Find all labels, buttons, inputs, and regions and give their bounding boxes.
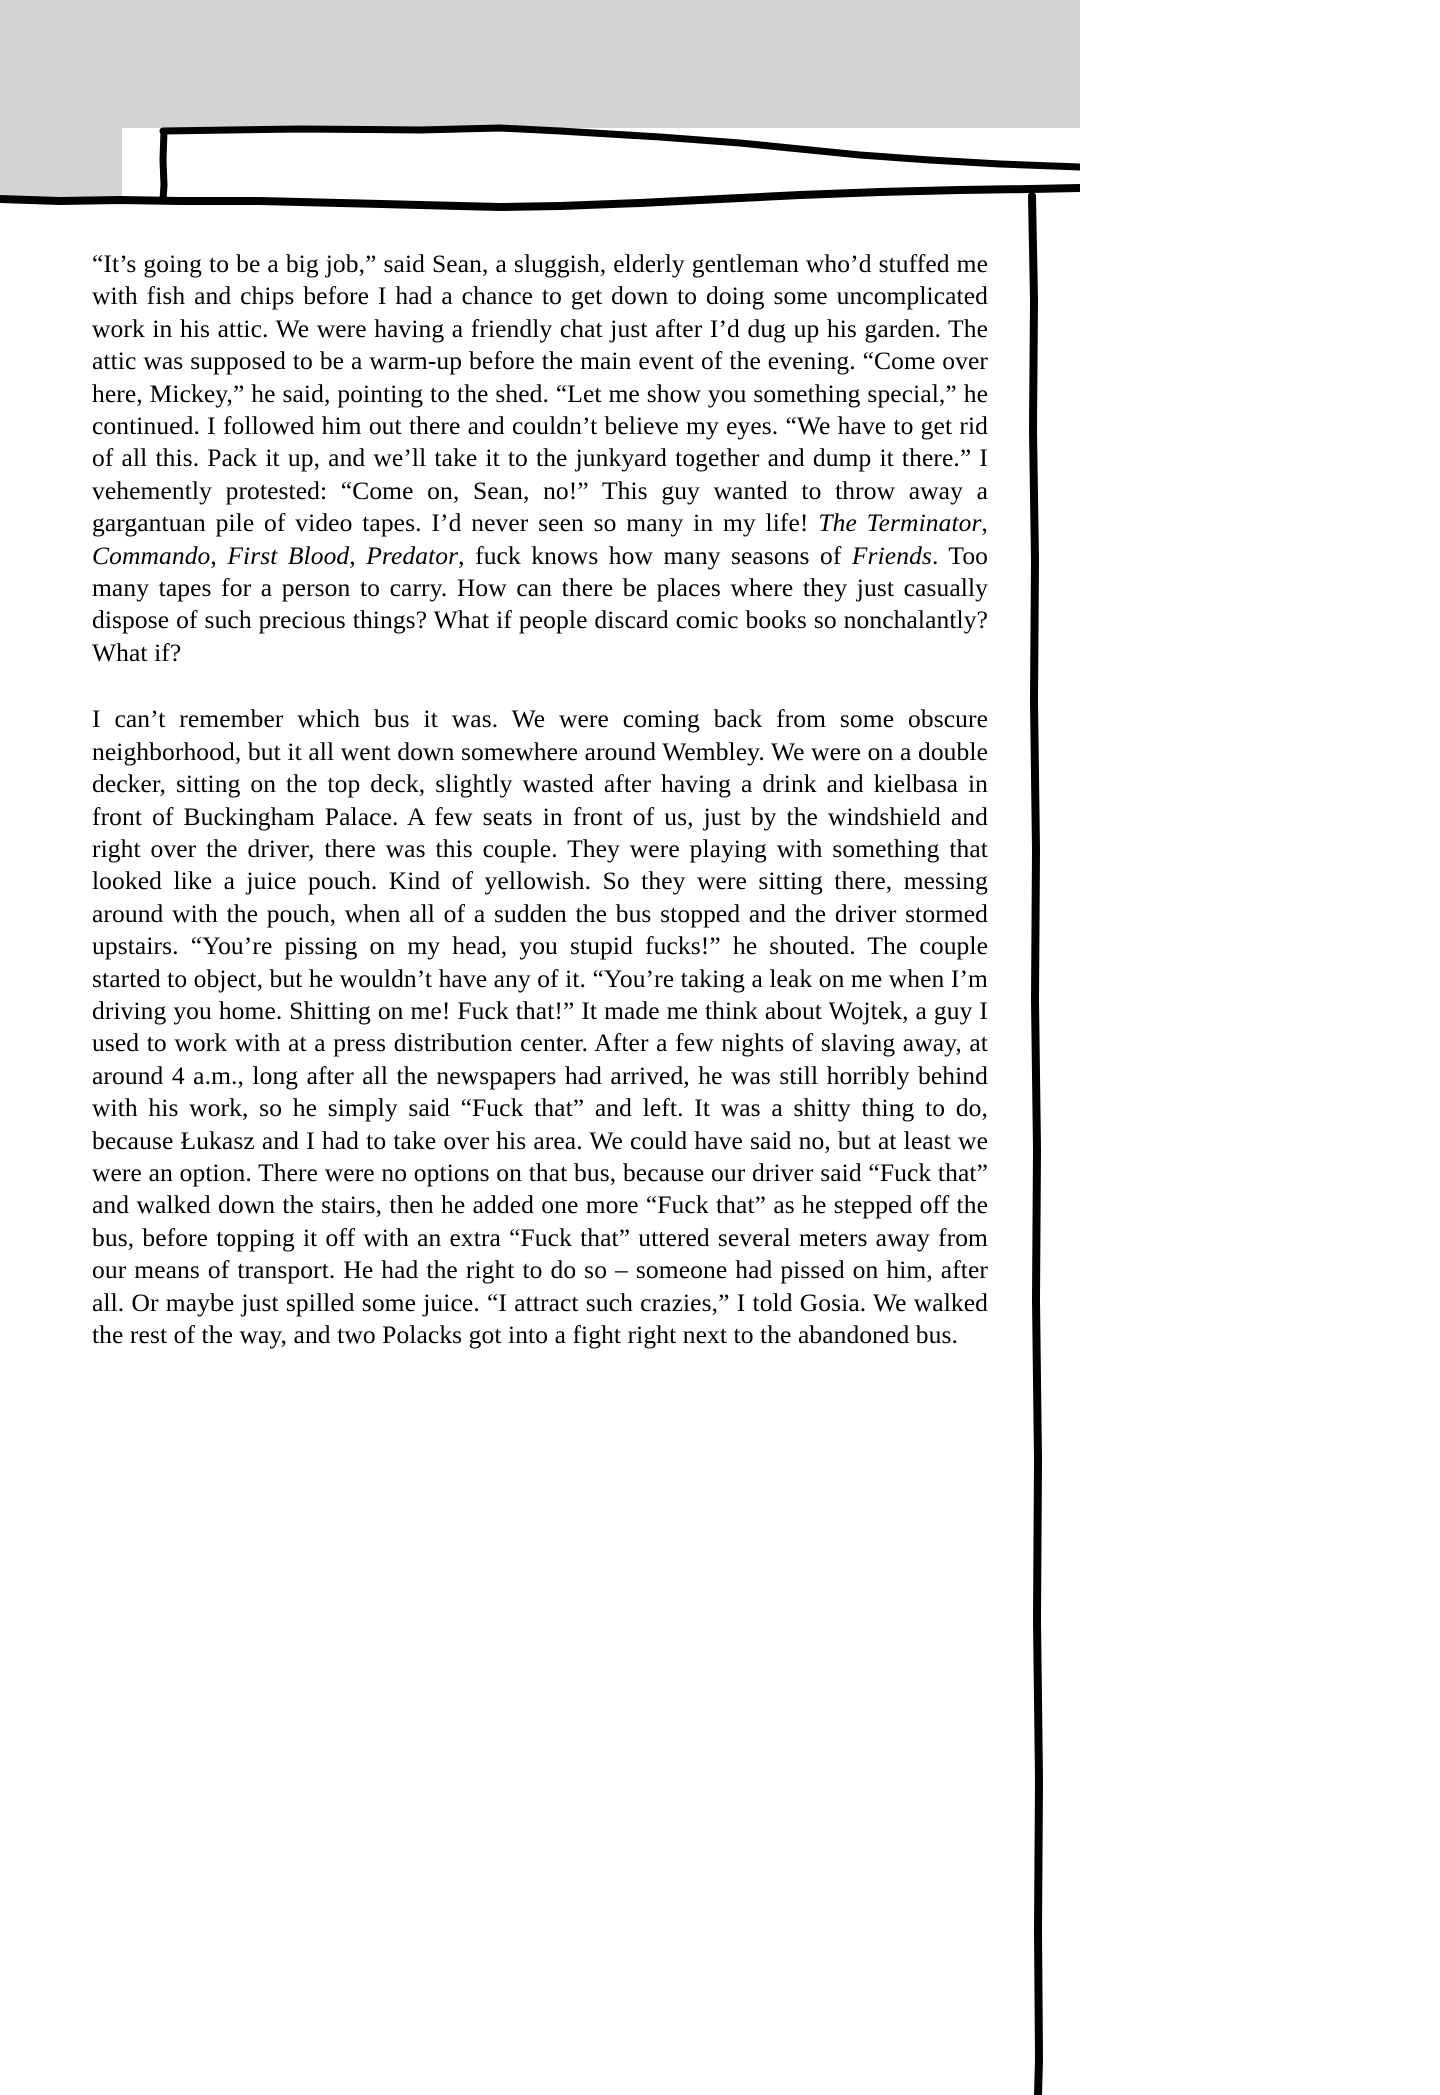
title-first-blood: First Blood [227, 540, 350, 570]
title-commando: Commando [92, 540, 211, 570]
title-predator: Predator [366, 540, 459, 570]
run-text: . Too many tapes for a person to carry. How can there be places where they just casually dispose of such precious things? What if people discard comic books so nonchalantly? What if? [92, 540, 989, 667]
run-text: , [981, 508, 988, 538]
run-text: , [210, 540, 228, 570]
title-friends: Friends [851, 540, 932, 570]
body-text-column [92, 248, 988, 1351]
paragraph-1 [92, 248, 988, 669]
run-text: , fuck knows how many seasons of [458, 540, 852, 570]
run-text: “It’s going to be a big job,” said Sean, a sluggish, elderly gentleman who’d stuffed me with fish and chips before I had a chance to get down to doing some uncomplicated work in his attic. We were having a friendly chat just after I’d dug up his garden. The attic was supposed to be a warm-up before the main event of the evening. “Come over here, Mickey,” he said, pointing to the shed. “Let me show you something special,” he continued. I followed him out there and couldn’t believe my eyes. “We have to get rid of all this. Pack it up, and we’ll take it to the junkyard together and dump it there.” I vehemently protested: “Come on, Sean, no!” This guy wanted to throw away a gargantuan pile of video tapes. I’d never seen so many in my life! [92, 249, 988, 538]
run-text: I can’t remember which bus it was. We were coming back from some obscure neighborhood, but it all went down somewhere around Wembley. We were on a double decker, sitting on the top deck, slightly wasted after having a drink and kielbasa in front of Buckingham Palace. A few seats in front of us, just by the windshield and right over the driver, there was this couple. They were playing with something that looked like a juice pouch. Kind of yellowish. So they were sitting there, messing around with the pouch, when all of a sudden the bus stopped and the driver stormed upstairs. “You’re pissing on my head, you stupid fucks!” he shouted. The couple started to object, but he wouldn’t have any of it. “You’re taking a leak on me when I’m driving you home. Shitting on me! Fuck that!” It made me think about Wojtek, a guy I used to work with at a press distribution center. After a few nights of slaving away, at around 4 a.m., long after all the newspapers had arrived, he was still horribly behind with his work, so he simply said “Fuck that” and left. It was a shitty thing to do, because Łukasz and I had to take over his area. We could have said no, but at least we were an option. There were no options on that bus, because our driver said “Fuck that” and walked down the stairs, then he added one more “Fuck that” as he stepped off the bus, before topping it off with an extra “Fuck that” uttered several meters away from our means of transport. He had the right to do so – someone had pissed on him, after all. Or maybe just spilled some juice. “I attract such crazies,” I told Gosia. We walked the rest of the way, and two Polacks got into a fight right next to the abandoned bus. [92, 704, 988, 1349]
panel-top-notch [122, 128, 1080, 208]
run-text: , [349, 540, 367, 570]
title-the-terminator: The Terminator [818, 508, 982, 538]
paragraph-2 [92, 703, 988, 1351]
